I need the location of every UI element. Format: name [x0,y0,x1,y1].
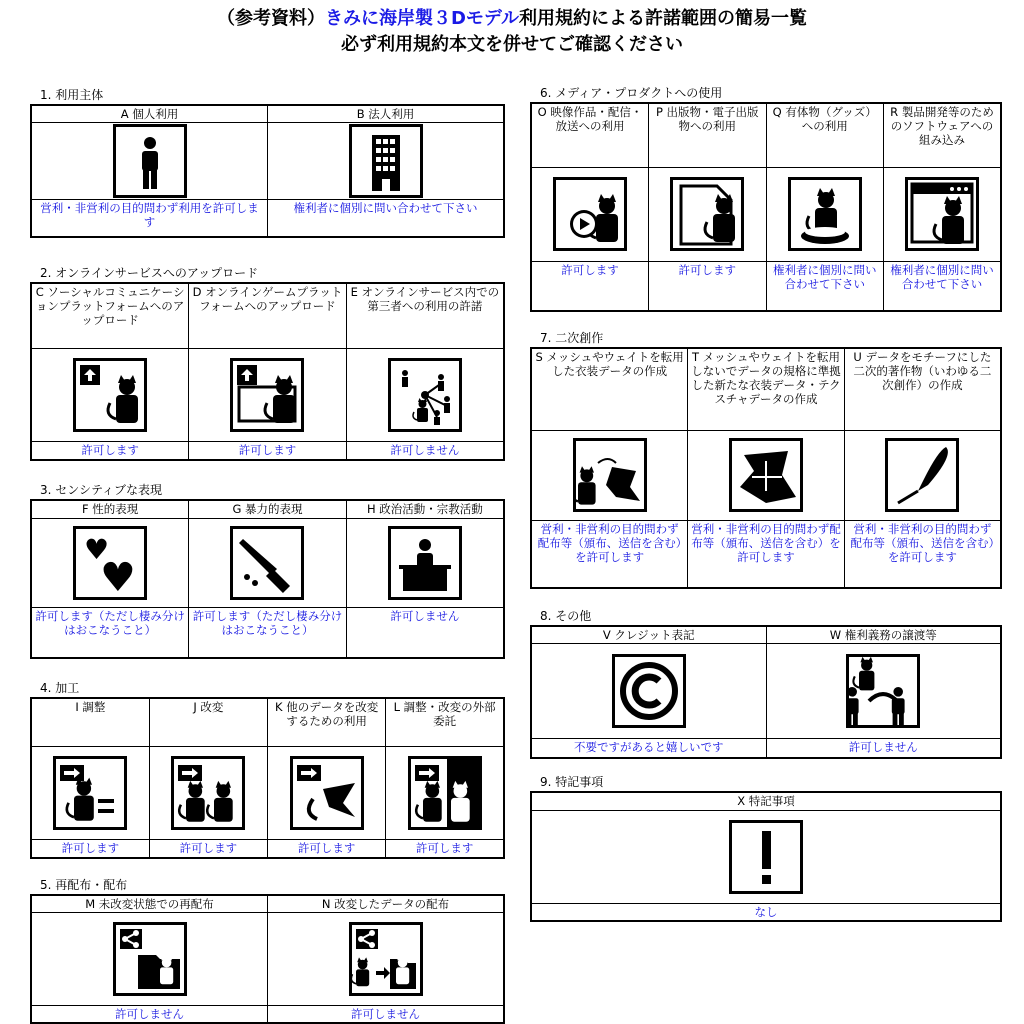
costume-icon [729,438,803,512]
item-header: M 未改変状態での再配布 [31,895,268,913]
upload-monitor-icon [230,358,304,432]
item-permission: 権利者に個別に問い合わせて下さい [884,261,1002,311]
item-icon-cell [766,644,1001,739]
item-header: E オンラインサービス内での第三者への利用の許諾 [346,283,504,348]
share-users-icon [388,358,462,432]
hearts-icon [73,526,147,600]
item-permission: 許可しません [268,1006,505,1024]
svg-text:♥: ♥ [84,532,110,566]
item-permission: 営利・非営利の目的問わず配布等（頒布、送信を含む）を許可します [844,520,1001,588]
item-header: F 性的表現 [31,500,189,518]
section-7 [530,331,1002,589]
modify-icon [171,756,245,830]
item-permission: 許可します [649,261,767,311]
item-icon-cell [649,167,767,261]
item-icon-cell [189,348,347,441]
item-header: P 出版物・電子出版物への利用 [649,103,767,167]
item-permission: 不要ですがあると嬉しいです [531,739,766,758]
item-header: R 製品開発等のためのソフトウェアへの組み込み [884,103,1002,167]
item-icon-cell [766,167,884,261]
pen-icon [885,438,959,512]
item-header: I 調整 [31,698,149,746]
costume-convert-icon [573,438,647,512]
share-modified-icon [349,922,423,996]
section-4 [30,681,505,859]
item-permission: 権利者に個別に問い合わせて下さい [268,200,505,237]
section-label: 8. その他 [540,609,592,623]
copyright-icon [612,654,686,728]
item-icon-cell [531,644,766,739]
item-icon-cell [268,123,505,200]
permission-table [530,625,1002,759]
section-5 [30,878,505,1024]
item-icon-cell [31,913,268,1006]
item-header: A 個人利用 [31,105,268,123]
item-icon-cell [346,518,504,607]
item-permission: 権利者に個別に問い合わせて下さい [766,261,884,311]
section-label: 9. 特記事項 [540,775,604,789]
item-permission: 許可します [531,261,649,311]
permission-table [30,282,505,461]
model-name: きみに海岸製３Dモデル [324,8,520,29]
item-icon-cell [531,810,1001,903]
item-permission: 許可します [31,839,149,858]
page-subtitle: 必ず利用規約本文を併せてご確認ください [341,34,683,55]
section-label: 3. センシティブな表現 [40,483,163,497]
knife-icon [230,526,304,600]
section-9 [530,775,1002,922]
item-icon-cell [688,430,845,520]
item-header: S メッシュやウェイトを転用した衣装データの作成 [531,348,688,430]
item-header: J 改変 [149,698,267,746]
svg-text:♥: ♥ [100,554,136,597]
section-label: 7. 二次創作 [540,331,604,345]
page-title: （参考資料）きみに海岸製３Dモデル利用規約による許諾範囲の簡易一覧 [216,8,808,29]
item-permission: 営利・非営利の目的問わず利用を許可します [31,200,268,237]
item-permission: なし [531,903,1001,921]
item-header: Q 有体物（グッズ）への利用 [766,103,884,167]
building-icon [349,124,423,198]
item-icon-cell [31,518,189,607]
goods-icon [788,177,862,251]
upload-cat-icon [73,358,147,432]
item-permission: 許可しません [346,607,504,658]
item-header: N 改変したデータの配布 [268,895,505,913]
item-permission: 営利・非営利の目的問わず配布等（頒布、送信を含む）を許可します [531,520,688,588]
item-icon-cell [268,913,505,1006]
section-label: 5. 再配布・配布 [40,878,128,892]
item-header: U データをモチーフにした二次的著作物（いわゆる二次創作）の作成 [844,348,1001,430]
item-permission: 許可します（ただし棲み分けはおこなうこと） [189,607,347,658]
person-icon [113,124,187,198]
item-permission: 許可します（ただし棲み分けはおこなうこと） [31,607,189,658]
section-6 [530,86,1002,312]
item-header: V クレジット表記 [531,626,766,644]
item-permission: 許可します [149,839,267,858]
item-header: K 他のデータを改変するための利用 [268,698,386,746]
item-header: H 政治活動・宗教活動 [346,500,504,518]
transfer-icon [846,654,920,728]
item-header: C ソーシャルコミュニケーションプラットフォームへのアップロード [31,283,189,348]
section-2 [30,266,505,461]
adjust-icon [53,756,127,830]
section-label: 1. 利用主体 [40,88,104,102]
item-header: T メッシュやウェイトを転用しないでデータの規格に準拠した新たな衣装データ・テクスチャデータの作成 [688,348,845,430]
permission-table [30,697,505,859]
item-icon-cell [346,348,504,441]
outsource-icon [408,756,482,830]
exclamation-icon [729,820,803,894]
item-icon-cell [884,167,1002,261]
item-permission: 許可します [386,839,504,858]
item-permission: 営利・非営利の目的問わず配布等（頒布、送信を含む）を許可します [688,520,845,588]
section-1 [30,88,505,238]
item-permission: 許可しません [346,441,504,460]
item-icon-cell [189,518,347,607]
permission-table [30,499,505,659]
section-label: 4. 加工 [40,681,80,695]
convert-icon [290,756,364,830]
item-header: X 特記事項 [531,792,1001,810]
item-header: B 法人利用 [268,105,505,123]
item-icon-cell [31,746,149,839]
podium-icon [388,526,462,600]
software-icon [905,177,979,251]
section-label: 2. オンラインサービスへのアップロード [40,266,259,280]
item-icon-cell [844,430,1001,520]
item-header: L 調整・改変の外部委託 [386,698,504,746]
permission-table [530,791,1002,922]
section-label: 6. メディア・プロダクトへの使用 [540,86,723,100]
item-icon-cell [531,430,688,520]
item-icon-cell [31,348,189,441]
section-3 [30,483,505,659]
item-header: W 権利義務の譲渡等 [766,626,1001,644]
item-icon-cell [531,167,649,261]
item-header: D オンラインゲームプラットフォームへのアップロード [189,283,347,348]
video-icon [553,177,627,251]
item-permission: 許可しません [766,739,1001,758]
section-8 [530,609,1002,759]
item-header: G 暴力的表現 [189,500,347,518]
permission-table [30,104,505,238]
item-permission: 許可しません [31,1006,268,1024]
item-permission: 許可します [268,839,386,858]
item-permission: 許可します [31,441,189,460]
item-header: O 映像作品・配信・放送への利用 [531,103,649,167]
permission-table [530,102,1002,312]
item-icon-cell [268,746,386,839]
share-folder-icon [113,922,187,996]
item-permission: 許可します [189,441,347,460]
item-icon-cell [149,746,267,839]
item-icon-cell [386,746,504,839]
item-icon-cell [31,123,268,200]
permission-table [30,894,505,1024]
permission-table [530,347,1002,589]
publication-icon [670,177,744,251]
